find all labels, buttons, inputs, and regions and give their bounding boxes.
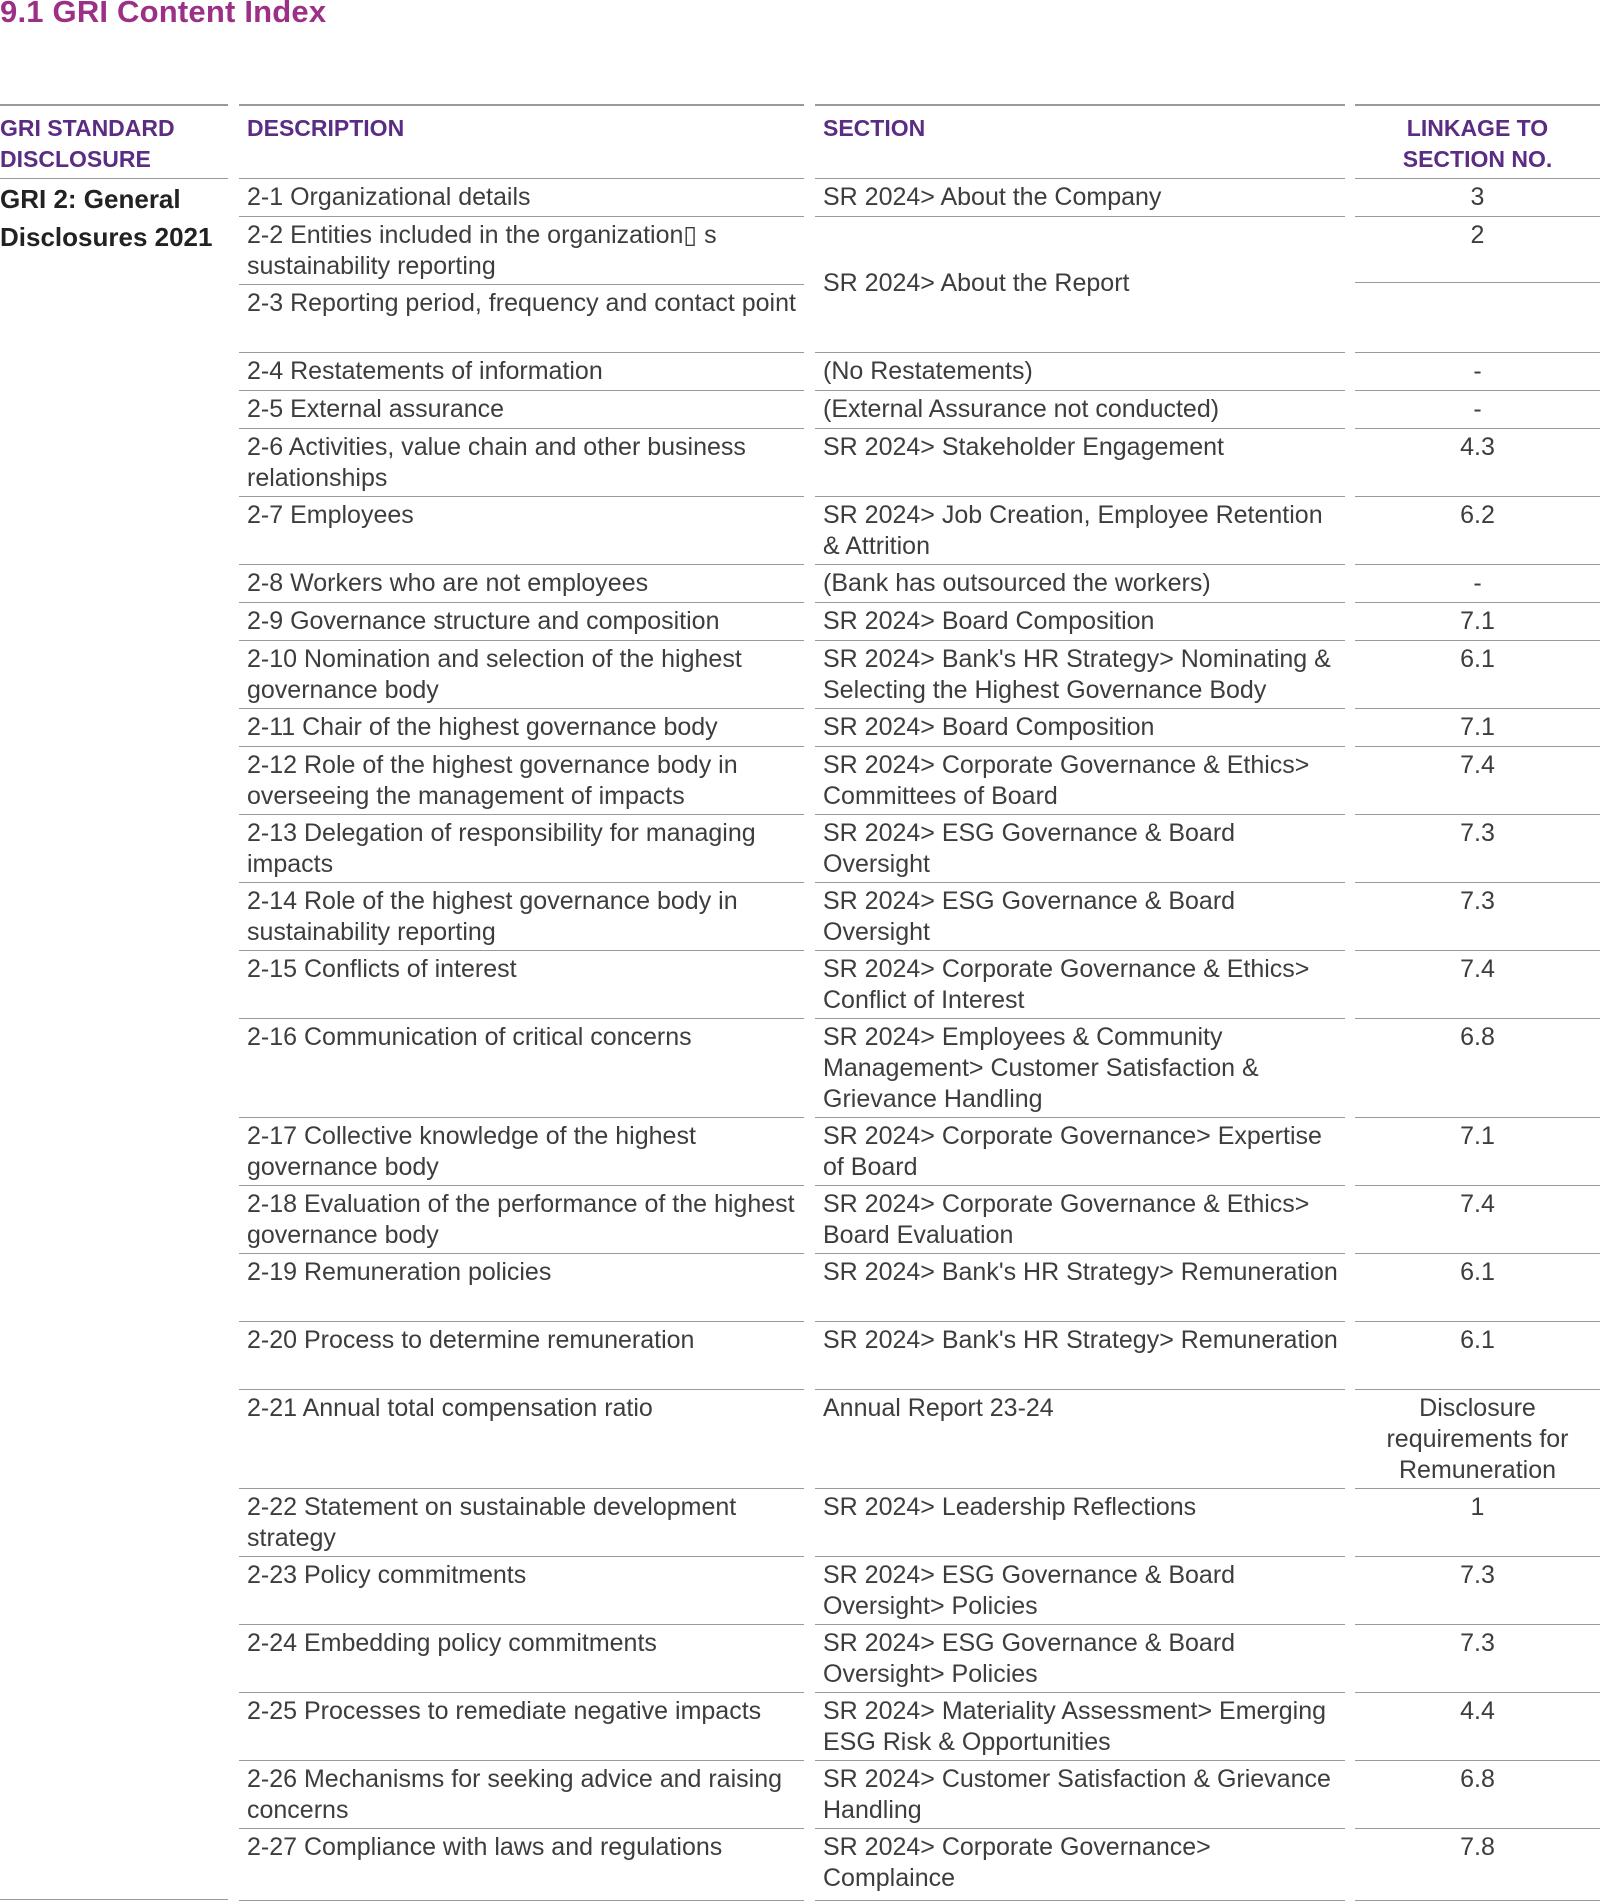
row-description: 2-22 Statement on sustainable development strategy xyxy=(247,1493,737,1552)
merged-section-cell: SR 2024> About the Report xyxy=(823,269,1130,297)
row-rule xyxy=(1355,814,1600,815)
row-rule xyxy=(815,1321,1345,1322)
row-rule xyxy=(1355,1389,1600,1390)
row-linkage: 7.4 xyxy=(1460,751,1495,779)
row-rule xyxy=(239,1556,804,1557)
row-rule xyxy=(815,708,1345,709)
row-rule xyxy=(239,882,804,883)
row-rule xyxy=(1355,428,1600,429)
row-rule xyxy=(815,1117,1345,1118)
row-linkage: 2 xyxy=(1470,221,1485,249)
row-section: SR 2024> Corporate Governance & Ethics> Committees of Board xyxy=(823,751,1310,810)
row-linkage: - xyxy=(1473,357,1482,385)
row-rule xyxy=(239,564,804,565)
row-section: SR 2024> Bank's HR Strategy> Remuneration xyxy=(823,1326,1338,1354)
row-section: SR 2024> Materiality Assessment> Emerging ESG Risk & Opportunities xyxy=(823,1697,1327,1756)
row-description: 2-9 Governance structure and composition xyxy=(247,607,720,635)
row-rule xyxy=(815,496,1345,497)
row-linkage: 7.4 xyxy=(1460,1190,1495,1218)
row-linkage: 3 xyxy=(1470,183,1485,211)
row-description: 2-6 Activities, value chain and other business relationships xyxy=(247,433,746,492)
row-rule xyxy=(1355,708,1600,709)
row-description: 2-20 Process to determine remuneration xyxy=(247,1326,695,1354)
row-rule xyxy=(239,496,804,497)
row-description: 2-27 Compliance with laws and regulations xyxy=(247,1833,723,1861)
row-linkage: Disclosure requirements for Remuneration xyxy=(1386,1394,1569,1484)
row-section: SR 2024> Corporate Governance & Ethics> Conflict of Interest xyxy=(823,955,1310,1014)
row-linkage: 7.3 xyxy=(1460,819,1495,847)
row-rule xyxy=(815,746,1345,747)
row-rule xyxy=(815,428,1345,429)
row-linkage: 7.3 xyxy=(1460,1629,1495,1657)
row-section: SR 2024> Customer Satisfaction & Grievance Handling xyxy=(823,1765,1331,1824)
row-rule xyxy=(1355,882,1600,883)
header-linkage: LINKAGE TO SECTION NO. xyxy=(1355,104,1600,176)
row-rule xyxy=(1355,1624,1600,1625)
row-section: SR 2024> Job Creation, Employee Retention & Attrition xyxy=(823,501,1323,560)
row-description: 2-18 Evaluation of the performance of the highest governance body xyxy=(247,1190,795,1249)
row-section: SR 2024> Corporate Governance & Ethics> Board Evaluation xyxy=(823,1190,1310,1249)
row-section: SR 2024> Employees & Community Management> Customer Satisfaction & Grievance Handling xyxy=(823,1023,1259,1113)
row-rule xyxy=(815,1185,1345,1186)
header-gri-standard: GRI STANDARD DISCLOSURE xyxy=(0,104,228,176)
row-description: 2-3 Reporting period, frequency and contact point xyxy=(247,289,796,317)
row-rule xyxy=(1355,1018,1600,1019)
row-rule xyxy=(239,950,804,951)
row-description: 2-21 Annual total compensation ratio xyxy=(247,1394,653,1422)
row-linkage: 4.3 xyxy=(1460,433,1495,461)
row-rule xyxy=(1355,564,1600,565)
header-description: DESCRIPTION xyxy=(239,104,804,176)
row-rule xyxy=(1355,1253,1600,1254)
gri-group-label: GRI 2: General Disclosures 2021 xyxy=(0,184,213,252)
header-rule xyxy=(1355,178,1600,179)
row-linkage: 7.1 xyxy=(1460,1122,1495,1150)
row-linkage: 7.3 xyxy=(1460,887,1495,915)
row-rule xyxy=(239,1828,804,1829)
row-rule xyxy=(1355,1117,1600,1118)
row-section: SR 2024> Board Composition xyxy=(823,607,1155,635)
row-rule xyxy=(1355,282,1600,283)
row-rule xyxy=(1355,950,1600,951)
row-linkage: 6.1 xyxy=(1460,645,1495,673)
row-rule xyxy=(815,352,1345,353)
row-rule xyxy=(1355,602,1600,603)
row-rule xyxy=(815,1018,1345,1019)
row-rule xyxy=(815,564,1345,565)
row-description: 2-10 Nomination and selection of the highest governance body xyxy=(247,645,742,704)
row-linkage: 7.8 xyxy=(1460,1833,1495,1861)
row-section: SR 2024> Corporate Governance> Complaince xyxy=(823,1833,1211,1892)
row-description: 2-4 Restatements of information xyxy=(247,357,603,385)
row-rule xyxy=(1355,1760,1600,1761)
row-description: 2-8 Workers who are not employees xyxy=(247,569,649,597)
row-linkage: - xyxy=(1473,569,1482,597)
row-section: SR 2024> About the Company xyxy=(823,183,1162,211)
row-rule xyxy=(239,1253,804,1254)
row-rule xyxy=(239,1018,804,1019)
row-description: 2-1 Organizational details xyxy=(247,183,531,211)
page-title: 9.1 GRI Content Index xyxy=(0,0,327,29)
row-rule xyxy=(815,1389,1345,1390)
row-linkage: 6.8 xyxy=(1460,1023,1495,1051)
row-description: 2-2 Entities included in the organization▯ s sustainability reporting xyxy=(247,221,717,280)
row-rule xyxy=(815,1624,1345,1625)
row-description: 2-13 Delegation of responsibility for managing impacts xyxy=(247,819,756,878)
row-rule xyxy=(239,1321,804,1322)
row-description: 2-23 Policy commitments xyxy=(247,1561,527,1589)
row-rule xyxy=(239,1692,804,1693)
row-rule xyxy=(239,640,804,641)
row-section: SR 2024> ESG Governance & Board Oversight xyxy=(823,887,1236,946)
row-rule xyxy=(815,1488,1345,1489)
row-description: 2-16 Communication of critical concerns xyxy=(247,1023,692,1051)
row-rule xyxy=(1355,746,1600,747)
row-linkage: 6.1 xyxy=(1460,1326,1495,1354)
row-linkage: 4.4 xyxy=(1460,1697,1495,1725)
row-linkage: - xyxy=(1473,395,1482,423)
row-description: 2-11 Chair of the highest governance body xyxy=(247,713,718,741)
row-section: SR 2024> Stakeholder Engagement xyxy=(823,433,1224,461)
row-description: 2-26 Mechanisms for seeking advice and raising concerns xyxy=(247,1765,782,1824)
row-rule xyxy=(239,1624,804,1625)
row-linkage: 7.3 xyxy=(1460,1561,1495,1589)
row-rule xyxy=(1355,1488,1600,1489)
row-rule xyxy=(239,602,804,603)
row-section: (Bank has outsourced the workers) xyxy=(823,569,1211,597)
row-section: SR 2024> Bank's HR Strategy> Nominating & Selecting the Highest Governance Body xyxy=(823,645,1331,704)
row-description: 2-24 Embedding policy commitments xyxy=(247,1629,657,1657)
row-description: 2-15 Conflicts of interest xyxy=(247,955,517,983)
row-rule xyxy=(239,390,804,391)
row-rule xyxy=(239,352,804,353)
row-rule xyxy=(815,1828,1345,1829)
row-rule xyxy=(815,1760,1345,1761)
row-rule xyxy=(239,284,804,285)
header-rule xyxy=(815,178,1345,179)
row-description: 2-5 External assurance xyxy=(247,395,505,423)
row-rule xyxy=(815,602,1345,603)
row-section: SR 2024> Board Composition xyxy=(823,713,1155,741)
row-section: SR 2024> ESG Governance & Board Oversight xyxy=(823,819,1236,878)
row-section: SR 2024> Bank's HR Strategy> Remuneration xyxy=(823,1258,1338,1286)
row-rule xyxy=(1355,1556,1600,1557)
row-description: 2-17 Collective knowledge of the highest governance body xyxy=(247,1122,696,1181)
row-rule xyxy=(239,216,804,217)
row-rule xyxy=(1355,496,1600,497)
row-rule xyxy=(1355,1828,1600,1829)
row-rule xyxy=(1355,1185,1600,1186)
row-section: SR 2024> Corporate Governance> Expertise of Board xyxy=(823,1122,1322,1181)
row-rule xyxy=(815,882,1345,883)
row-rule xyxy=(1355,1692,1600,1693)
row-description: 2-19 Remuneration policies xyxy=(247,1258,552,1286)
row-description: 2-7 Employees xyxy=(247,501,414,529)
row-linkage: 7.1 xyxy=(1460,713,1495,741)
row-description: 2-25 Processes to remediate negative impacts xyxy=(247,1697,762,1725)
row-linkage: 6.8 xyxy=(1460,1765,1495,1793)
row-linkage: 6.2 xyxy=(1460,501,1495,529)
row-description: 2-14 Role of the highest governance body in sustainability reporting xyxy=(247,887,738,946)
row-section: SR 2024> Leadership Reflections xyxy=(823,1493,1197,1521)
row-rule xyxy=(239,1117,804,1118)
row-rule xyxy=(1355,1321,1600,1322)
row-rule xyxy=(815,814,1345,815)
row-rule xyxy=(1355,390,1600,391)
row-rule xyxy=(239,1185,804,1186)
row-linkage: 7.1 xyxy=(1460,607,1495,635)
row-section: (External Assurance not conducted) xyxy=(823,395,1220,423)
row-rule xyxy=(1355,640,1600,641)
row-rule xyxy=(239,1488,804,1489)
row-rule xyxy=(815,950,1345,951)
header-section: SECTION xyxy=(815,104,1345,176)
row-rule xyxy=(239,428,804,429)
row-section: Annual Report 23-24 xyxy=(823,1394,1054,1422)
row-rule xyxy=(815,1692,1345,1693)
row-rule xyxy=(239,708,804,709)
row-section: (No Restatements) xyxy=(823,357,1033,385)
row-rule xyxy=(815,1253,1345,1254)
row-rule xyxy=(239,814,804,815)
row-linkage: 1 xyxy=(1470,1493,1485,1521)
row-section: SR 2024> ESG Governance & Board Oversight> Policies xyxy=(823,1629,1236,1688)
row-rule xyxy=(815,1556,1345,1557)
row-rule xyxy=(815,216,1345,217)
header-rule xyxy=(0,178,228,179)
row-rule xyxy=(1355,216,1600,217)
row-linkage: 6.1 xyxy=(1460,1258,1495,1286)
row-section: SR 2024> ESG Governance & Board Oversight> Policies xyxy=(823,1561,1236,1620)
row-rule xyxy=(239,746,804,747)
header-rule xyxy=(239,178,804,179)
row-linkage: 7.4 xyxy=(1460,955,1495,983)
row-description: 2-12 Role of the highest governance body in overseeing the management of impacts xyxy=(247,751,738,810)
row-rule xyxy=(239,1389,804,1390)
row-rule xyxy=(239,1760,804,1761)
row-rule xyxy=(1355,352,1600,353)
row-rule xyxy=(815,390,1345,391)
row-rule xyxy=(815,640,1345,641)
